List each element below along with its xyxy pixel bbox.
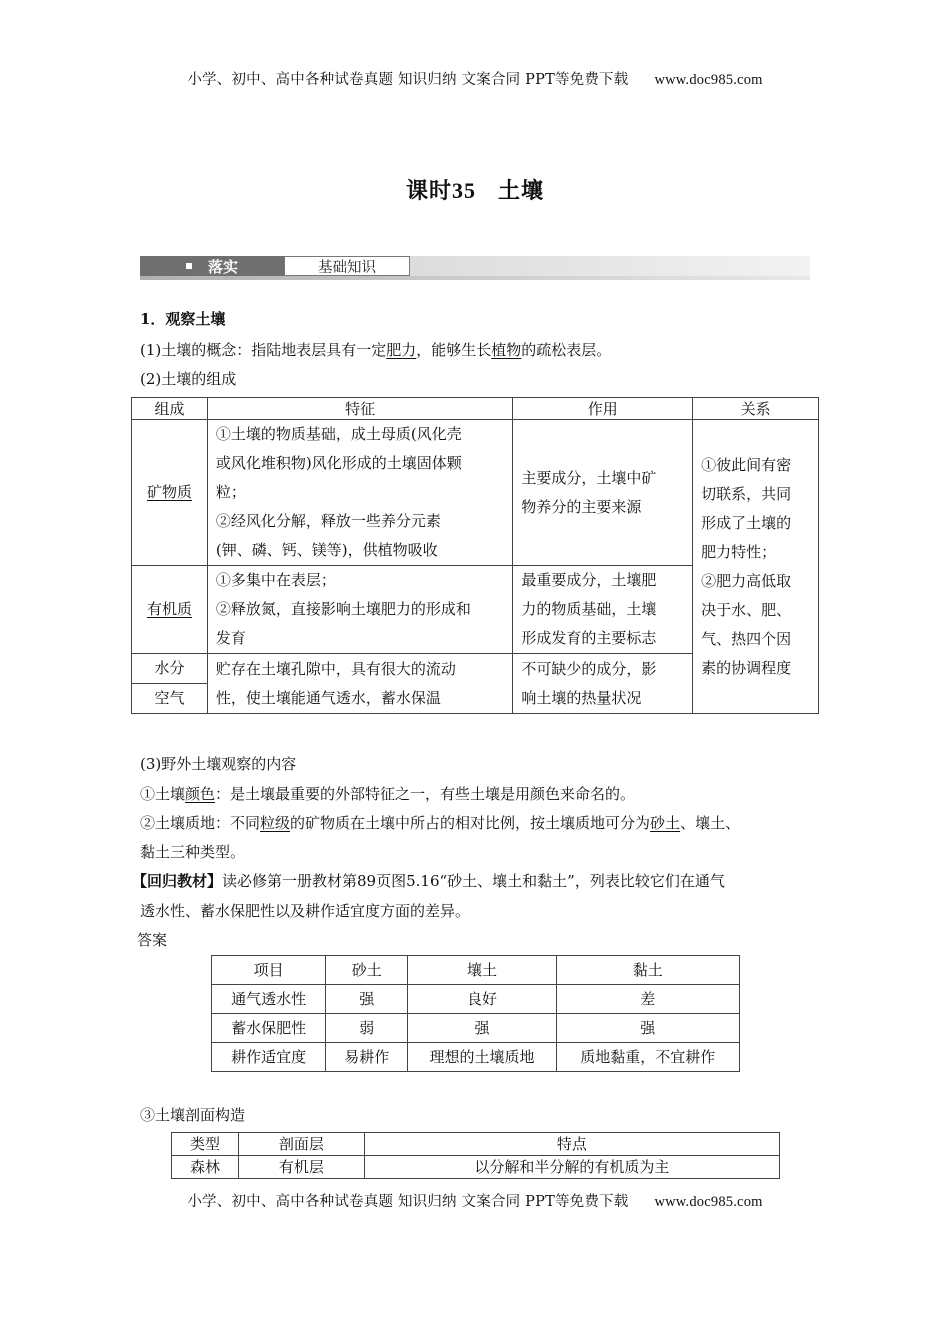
page-footer	[0, 1190, 950, 1211]
table-cell: 差	[556, 985, 739, 1014]
relation-line: 形成了土壤的	[701, 513, 792, 532]
header-cell: 作用	[513, 398, 693, 420]
texture-mid: 的矿物质在土壤中所占的相对比例，按土壤质地可分为	[290, 814, 651, 832]
textbook-line2: 透水性、蓄水保肥性以及耕作适宜度方面的差异。	[140, 902, 471, 920]
square-bullet-icon	[186, 263, 192, 269]
table-cell: 强	[326, 985, 408, 1014]
section-bar-dark	[140, 256, 284, 276]
role-line: 物养分的主要来源	[521, 497, 642, 516]
table-cell: 有机层	[238, 1156, 364, 1179]
header-cell: 特征	[207, 398, 513, 420]
relation-line: 决于水、肥、	[701, 600, 792, 619]
concept-prefix: (1)土壤的概念：指陆地表层具有一定	[140, 341, 387, 359]
textbook-tag: 【回归教材】	[132, 872, 223, 890]
footer-text: 小学、初中、高中各种试卷真题 知识归纳 文案合同 PPT等免费下载	[187, 1194, 629, 1210]
table-cell: 理想的土壤质地	[408, 1043, 556, 1072]
table-row	[212, 1014, 740, 1043]
component-cell	[132, 420, 208, 566]
color-suffix: ：是土壤最重要的外部特征之一，有些土壤是用颜色来命名的。	[215, 785, 636, 803]
header-cell: 砂土	[326, 956, 408, 985]
soil-comparison-table	[211, 955, 740, 1072]
feature-line: ①土壤的物质基础，成土母质(风化壳	[215, 425, 462, 443]
features-cell	[207, 654, 513, 714]
table-row	[212, 1043, 740, 1072]
field-heading: (3)野外土壤观察的内容	[140, 755, 297, 773]
header-cell: 剖面层	[238, 1133, 364, 1156]
relation-line: ②肥力高低取	[701, 571, 792, 590]
feature-line: ②经风化分解，释放一些养分元素	[215, 512, 441, 530]
table-row	[132, 420, 819, 566]
table-row	[212, 985, 740, 1014]
section-bar-light-label: 基础知识	[318, 259, 376, 276]
role-cell	[513, 566, 693, 654]
composition-heading: (2)土壤的组成	[140, 370, 237, 388]
header-cell: 特点	[364, 1133, 779, 1156]
role-cell	[513, 654, 693, 714]
header-cell: 项目	[212, 956, 326, 985]
header-text: 小学、初中、高中各种试卷真题 知识归纳 文案合同 PPT等免费下载	[187, 72, 629, 88]
footer-site: www.doc985.com	[654, 1194, 763, 1210]
textbook-prompt	[132, 870, 725, 891]
header-site: www.doc985.com	[654, 72, 763, 88]
relation-line: 切联系，共同	[701, 484, 792, 503]
blank-answer: 肥力	[386, 341, 417, 359]
role-line: 最重要成分，土壤肥	[521, 571, 657, 589]
table-cell: 耕作适宜度	[212, 1043, 326, 1072]
role-line: 主要成分，土壤中矿	[521, 468, 657, 487]
feature-line: (钾、磷、钙、镁等)，供植物吸收	[215, 541, 438, 559]
textbook-line1: 读必修第一册教材第89页图5.16“砂土、壤土和黏土”，列表比较它们在通气	[222, 872, 725, 890]
table-cell: 易耕作	[326, 1043, 408, 1072]
header-cell: 关系	[693, 398, 819, 420]
concept-paragraph	[140, 339, 611, 360]
component-cell	[132, 566, 208, 654]
header-cell: 类型	[172, 1133, 239, 1156]
color-prefix: ①土壤	[140, 785, 186, 803]
section-bar-dark-label: 落实	[207, 257, 238, 276]
table-header-row	[132, 398, 819, 420]
table-row	[172, 1156, 780, 1179]
profile-heading: ③土壤剖面构造	[140, 1106, 246, 1124]
header-cell: 组成	[132, 398, 208, 420]
table-cell: 强	[556, 1014, 739, 1043]
relation-line: ①彼此间有密	[701, 455, 792, 474]
role-line: 不可缺少的成分，影	[521, 659, 657, 678]
section-heading: 1．观察土壤	[140, 310, 226, 328]
table-cell: 强	[408, 1014, 556, 1043]
concept-mid: ，能够生长	[416, 341, 492, 359]
lesson-topic: 土壤	[498, 178, 545, 204]
role-line: 形成发育的主要标志	[521, 629, 657, 647]
header-cell: 黏土	[556, 956, 739, 985]
feature-line: ②释放氮，直接影响土壤肥力的形成和	[215, 600, 471, 618]
relation-line: 肥力特性；	[701, 542, 777, 561]
component-cell: 空气	[132, 684, 208, 714]
component-cell: 水分	[132, 654, 208, 684]
feature-line: 粒；	[215, 483, 246, 501]
feature-line: 性，使土壤能通气透水，蓄水保温	[215, 688, 441, 707]
feature-line: 或风化堆积物)风化形成的土壤固体颗	[215, 454, 462, 472]
table-cell: 良好	[408, 985, 556, 1014]
section-bar-divider	[140, 276, 810, 280]
answer-label: 答案	[137, 931, 168, 949]
role-line: 响土壤的热量状况	[521, 688, 642, 707]
blank-answer: 颜色	[185, 785, 216, 803]
role-cell	[513, 420, 693, 566]
table-cell: 森林	[172, 1156, 239, 1179]
page-header	[0, 68, 950, 89]
soil-profile-table	[171, 1132, 780, 1179]
concept-suffix: 的疏松表层。	[521, 341, 612, 359]
lesson-number: 课时35	[405, 178, 476, 203]
feature-line: ①多集中在表层；	[215, 571, 336, 589]
section-bar-light	[284, 256, 410, 276]
role-line: 力的物质基础，土壤	[521, 600, 657, 618]
blank-answer: 植物	[491, 341, 522, 359]
table-cell: 以分解和半分解的有机质为主	[364, 1156, 779, 1179]
relation-line: 气、热四个因	[701, 629, 792, 648]
relation-cell	[693, 420, 819, 714]
blank-answer: 矿物质	[146, 483, 192, 501]
features-cell	[207, 420, 513, 566]
texture-item-line2: 黏土三种类型。	[140, 843, 246, 861]
header-cell: 壤土	[408, 956, 556, 985]
texture-suffix: 、壤土、	[680, 814, 741, 832]
composition-table	[131, 397, 819, 714]
section-bar	[140, 256, 810, 280]
page-title	[0, 174, 950, 205]
features-cell	[207, 566, 513, 654]
blank-answer: 粒级	[260, 814, 291, 832]
feature-line: 贮存在土壤孔隙中，具有很大的流动	[215, 659, 456, 678]
color-item	[140, 783, 635, 804]
table-cell: 弱	[326, 1014, 408, 1043]
texture-prefix: ②土壤质地：不同	[140, 814, 261, 832]
blank-answer: 有机质	[146, 600, 192, 618]
table-header-row	[212, 956, 740, 985]
table-cell: 通气透水性	[212, 985, 326, 1014]
texture-item	[140, 812, 740, 833]
table-header-row	[172, 1133, 780, 1156]
table-cell: 蓄水保肥性	[212, 1014, 326, 1043]
table-cell: 质地黏重，不宜耕作	[556, 1043, 739, 1072]
blank-answer: 砂土	[650, 814, 681, 832]
relation-line: 素的协调程度	[701, 658, 792, 677]
feature-line: 发育	[215, 629, 246, 647]
